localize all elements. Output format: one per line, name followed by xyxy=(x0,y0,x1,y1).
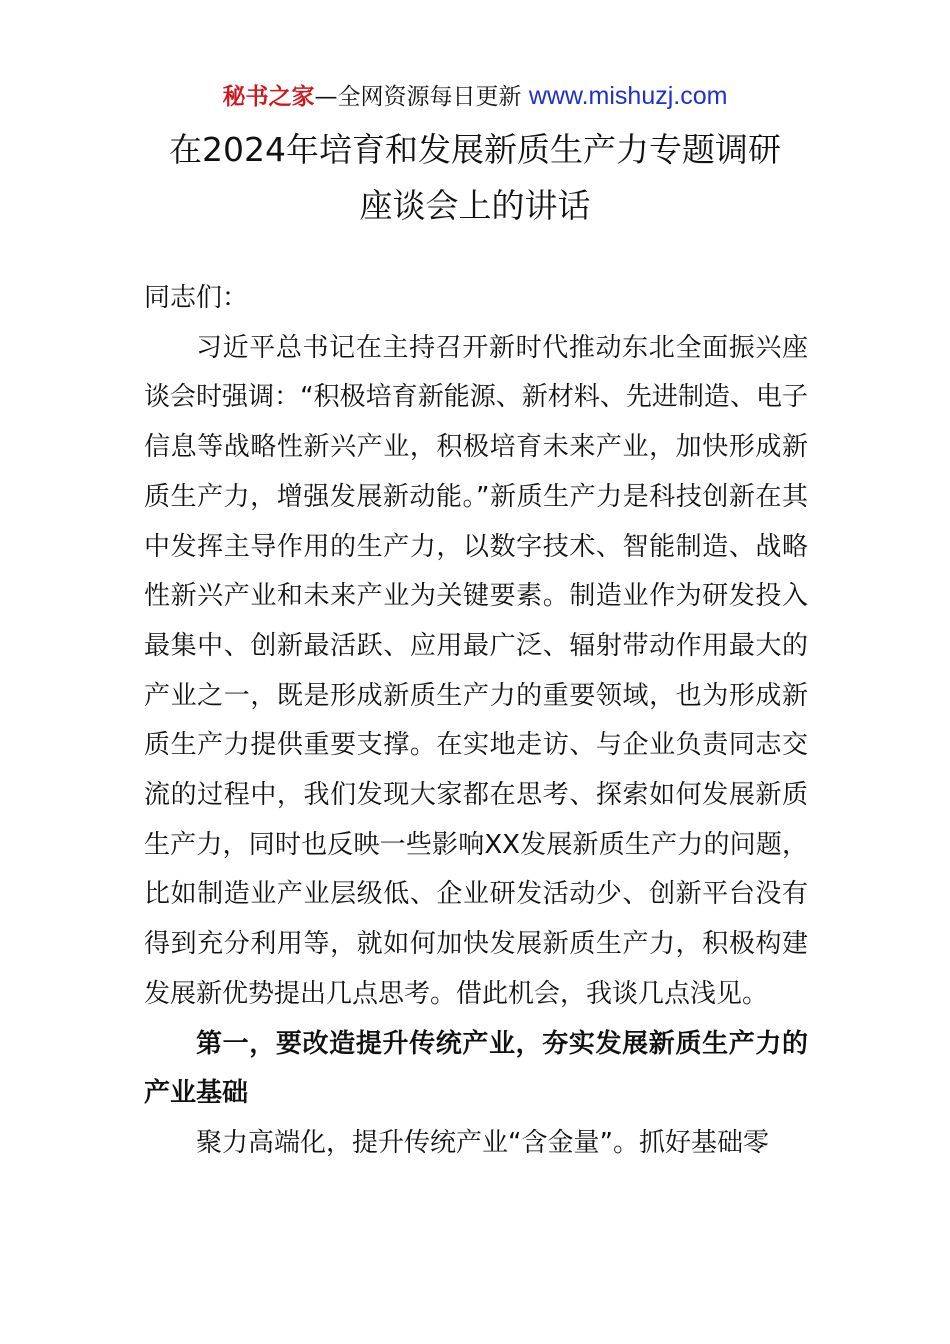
document-title xyxy=(120,122,830,234)
brand-name: 秘书之家 xyxy=(222,84,315,110)
salutation: 同志们： xyxy=(144,283,249,313)
section-heading-1: 第一，要改造提升传统产业，夯实发展新质生产力的产业基础 xyxy=(144,1028,808,1109)
title-line-1: 在2024年培育和发展新质生产力专题调研 xyxy=(169,130,781,169)
header-tagline: —全网资源每日更新 xyxy=(314,84,522,110)
paragraph-intro: 习近平总书记在主持召开新时代推动东北全面振兴座谈会时强调：“积极培育新能源、新材料、先进制造、电子信息等战略性新兴产业，积极培育未来产业，加快形成新质生产力，增强发展新动能。”新质生产力是科技创新在其中发挥主导作用的生产力，以数字技术、智能制造、战略性新兴产业和未来产业为关键要素。制造业作为研发投入最集中、创新最活跃、应用最广泛、辐射带动作用最大的产业之一，既是形成新质生产力的重要领域，也为形成新质生产力提供重要支撑。在实地走访、与企业负责同志交流的过程中，我们发现大家都在思考、探索如何发展新质生产力，同时也反映一些影响XX发展新质生产力的问题，比如制造业产业层级低、企业研发活动少、创新平台没有得到充分利用等，就如何加快发展新质生产力，积极构建发展新优势提出几点思考。借此机会，我谈几点浅见。 xyxy=(144,332,808,1009)
document-body xyxy=(144,274,808,1169)
site-header xyxy=(0,80,950,113)
paragraph-section-1: 聚力高端化，提升传统产业“含金量”。抓好基础零 xyxy=(196,1127,769,1158)
title-line-2: 座谈会上的讲话 xyxy=(359,186,591,225)
site-url-link[interactable]: www.mishuzj.com xyxy=(528,82,728,110)
